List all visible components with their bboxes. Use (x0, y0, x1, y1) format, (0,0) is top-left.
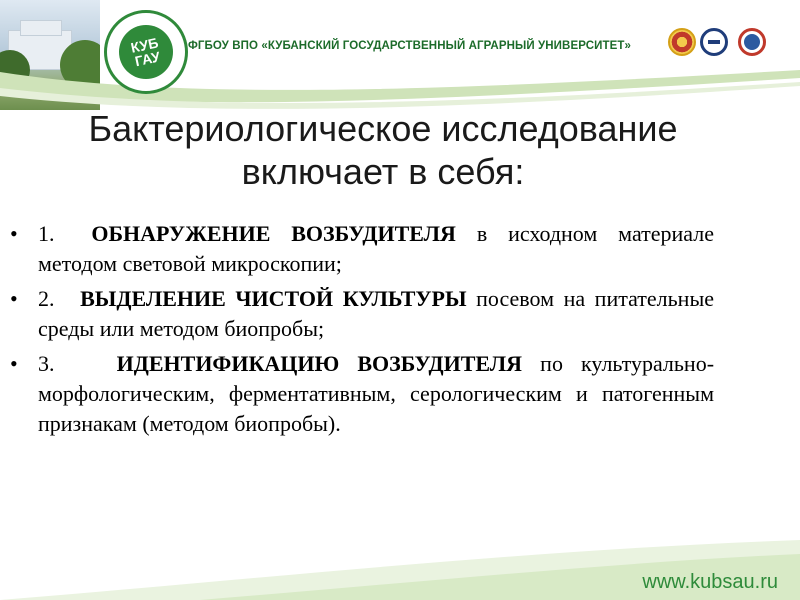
item-text: по культурально-морфологическим, ферментативным, серологическим и патогенным признакам (методом биопробы). (38, 351, 715, 436)
item-number: 1. (38, 221, 55, 246)
emblem-globe-icon (738, 28, 766, 56)
item-lead: ВЫДЕЛЕНИЕ ЧИСТОЙ КУЛЬТУРЫ (80, 286, 467, 311)
logo-text: КУБ ГАУ (129, 34, 162, 70)
item-lead: ОБНАРУЖЕНИЕ ВОЗБУДИТЕЛЯ (91, 221, 456, 246)
emblem-medal-icon (668, 28, 696, 56)
title-line-2: включает в себя: (241, 151, 525, 192)
bullet-icon: • (10, 221, 18, 246)
item-lead: ИДЕНТИФИКАЦИЮ ВОЗБУДИТЕЛЯ (116, 351, 523, 376)
item-text: в исходном материале методом световой микроскопии; (38, 221, 714, 276)
list-item (10, 219, 714, 279)
bullet-icon: • (10, 351, 18, 376)
website-link[interactable]: www.kubsau.ru (642, 571, 778, 593)
list-item (10, 284, 714, 344)
slide-title (0, 107, 766, 193)
university-logo (104, 10, 188, 94)
item-text: посевом на питательные среды или методом биопробы; (38, 286, 715, 341)
list-item (10, 349, 714, 439)
bullet-icon: • (10, 286, 18, 311)
title-line-1: Бактериологическое исследование (88, 108, 678, 149)
item-number: 2. (38, 286, 55, 311)
university-name: ФГБОУ ВПО «КУБАНСКИЙ ГОСУДАРСТВЕННЫЙ АГРАРНЫЙ УНИВЕРСИТЕТ» (188, 40, 631, 52)
bullet-list (10, 219, 714, 444)
emblem-seal-icon (700, 28, 728, 56)
item-number: 3. (38, 351, 55, 376)
